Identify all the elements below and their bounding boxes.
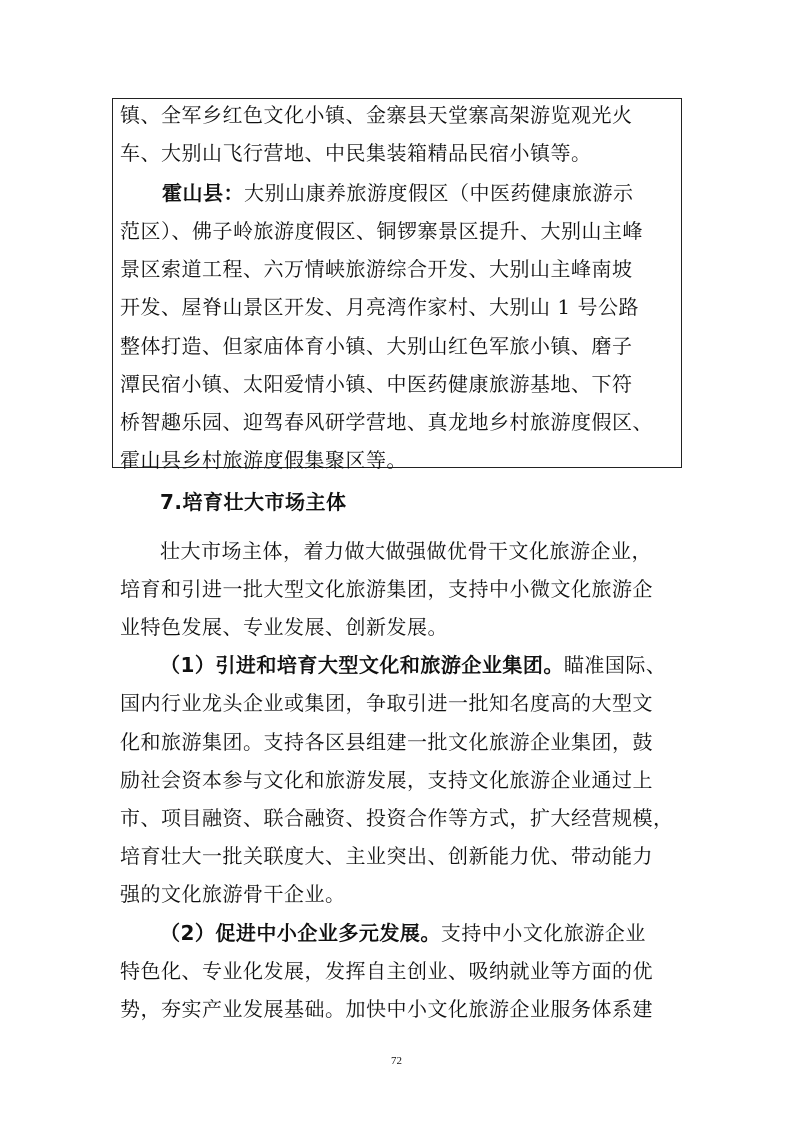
- intro-line-3: 业特色发展、专业发展、创新发展。: [120, 615, 448, 639]
- p1-line-4: 励社会资本参与文化和旅游发展，支持文化旅游企业通过上: [120, 768, 653, 792]
- section-heading: 7.培育壮大市场主体: [160, 490, 347, 514]
- box-line-8: 潭民宿小镇、太阳爱情小镇、中医药健康旅游基地、下符: [120, 372, 633, 396]
- box-line-2: 车、大别山飞行营地、中民集装箱精品民宿小镇等。: [120, 141, 592, 165]
- box-line-7: 整体打造、但家庙体育小镇、大别山红色军旅小镇、磨子: [120, 334, 633, 358]
- box-line-4: 范区）、佛子岭旅游度假区、铜锣寨景区提升、大别山主峰: [120, 219, 643, 243]
- p1-line-5: 市、项目融资、联合融资、投资合作等方式，扩大经营规模，: [120, 806, 674, 830]
- huoshan-county-label: 霍山县：: [162, 181, 244, 205]
- huoshan-paragraph-first-line: [162, 181, 634, 205]
- p2-first-text: 支持中小文化旅游企业: [440, 921, 646, 945]
- p1-line-3: 化和旅游集团。支持各区县组建一批文化旅游企业集团，鼓: [120, 730, 653, 754]
- box-line-5: 景区索道工程、六万情峡旅游综合开发、大别山主峰南坡: [120, 257, 633, 281]
- p1-line-7: 强的文化旅游骨干企业。: [120, 882, 346, 906]
- intro-line-2: 培育和引进一批大型文化旅游集团，支持中小微文化旅游企: [120, 577, 653, 601]
- p2-line-2: 特色化、专业化发展，发挥自主创业、吸纳就业等方面的优: [120, 959, 653, 983]
- p1-label: （1）引进和培育大型文化和旅游企业集团。: [160, 653, 564, 677]
- intro-line-1: 壮大市场主体，着力做大做强做优骨干文化旅游企业，: [160, 539, 652, 563]
- p1-line-6: 培育壮大一批关联度大、主业突出、创新能力优、带动能力: [120, 844, 653, 868]
- p1-first-text: 瞄准国际、: [563, 653, 667, 677]
- huoshan-first-text: 大别山康养旅游度假区（中医药健康旅游示: [244, 181, 634, 205]
- box-line-1: 镇、全军乡红色文化小镇、金寨县天堂寨高架游览观光火: [120, 103, 633, 127]
- box-line-6: 开发、屋脊山景区开发、月亮湾作家村、大别山 1 号公路: [120, 295, 639, 319]
- p1-line-2: 国内行业龙头企业或集团，争取引进一批知名度高的大型文: [120, 691, 653, 715]
- p2-first-line: [160, 921, 646, 945]
- box-line-9: 桥智趣乐园、迎驾春风研学营地、真龙地乡村旅游度假区、: [120, 410, 653, 434]
- p2-line-3: 势，夯实产业发展基础。加快中小文化旅游企业服务体系建: [120, 997, 653, 1021]
- page-number: 72: [391, 1055, 402, 1067]
- p2-label: （2）促进中小企业多元发展。: [160, 921, 441, 945]
- box-line-10: 霍山县乡村旅游度假集聚区等。: [120, 448, 407, 472]
- p1-first-line: [160, 653, 666, 677]
